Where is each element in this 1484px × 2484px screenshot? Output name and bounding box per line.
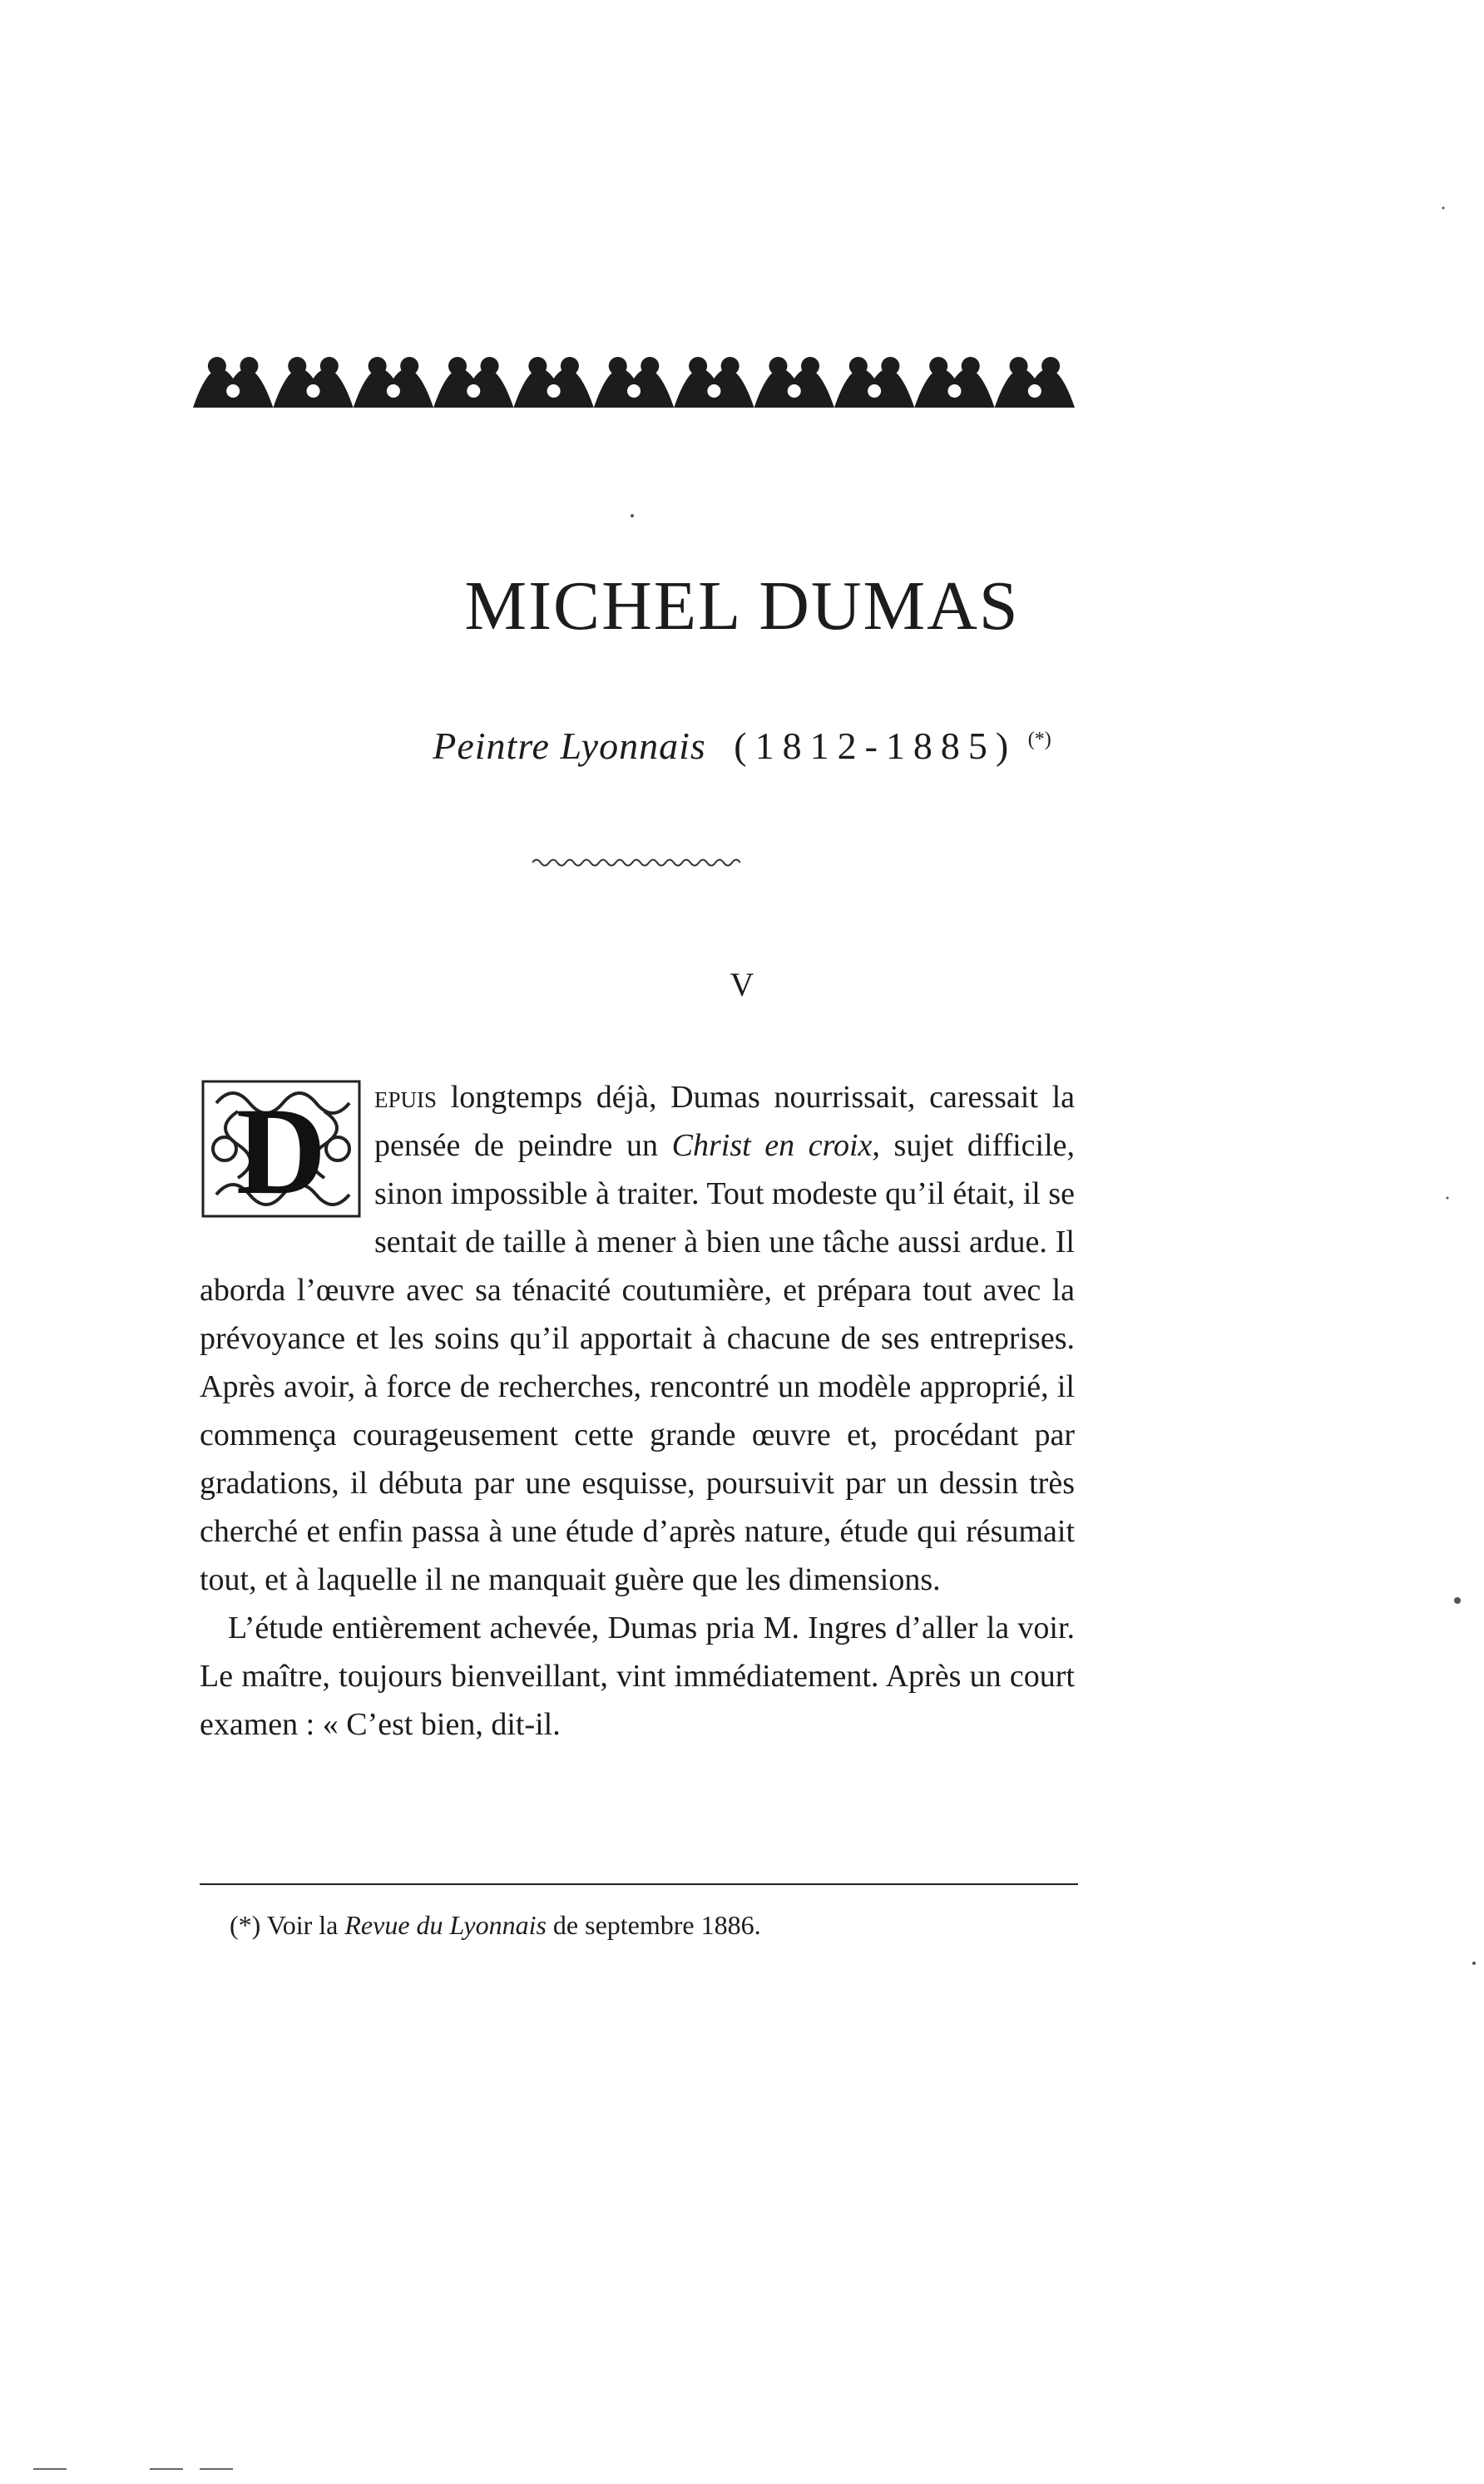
- footnote-text-b: de septembre 1886.: [546, 1910, 761, 1940]
- page-subtitle: [0, 724, 1484, 768]
- fleuron-ornament-band: [193, 341, 1075, 416]
- footnote: [230, 1910, 761, 1941]
- wavy-divider: [532, 857, 740, 868]
- subtitle-italic: Peintre Lyonnais: [433, 725, 706, 767]
- fleuron-motif: [834, 357, 914, 408]
- subtitle-dates: (1812-1885): [734, 725, 1017, 767]
- fleuron-motif: [354, 357, 433, 408]
- footnote-italic: Revue du Lyonnais: [344, 1910, 547, 1940]
- paragraph-1: [200, 1073, 1075, 1604]
- fleuron-motif: [513, 357, 593, 408]
- footnote-text-a: Voir la: [260, 1910, 345, 1940]
- svg-text:D: D: [235, 1082, 327, 1220]
- paragraph-2: L’étude entièrement achevée, Dumas pria M. Ingres d’aller la voir. Le maître, toujours bienveillant, vint immédiatement. Après un court examen : « C’est bien, dit-il.: [200, 1611, 1075, 1742]
- fleuron-motif: [995, 357, 1075, 408]
- fleuron-motif: [754, 357, 834, 408]
- fleuron-motif: [433, 357, 513, 408]
- decorated-initial-d: [200, 1078, 363, 1220]
- fleuron-motif: [193, 357, 273, 408]
- first-word-smallcaps: epuis: [374, 1080, 438, 1115]
- fleuron-motif: [273, 357, 353, 408]
- footnote-rule: [200, 1883, 1078, 1885]
- fleuron-motif: [674, 357, 754, 408]
- body-text: [200, 1073, 1075, 1749]
- fleuron-motif: [914, 357, 994, 408]
- page-title: MICHEL DUMAS: [464, 567, 1020, 645]
- footnote-mark: (*): [230, 1910, 261, 1940]
- subtitle-footnote-ref: (*): [1027, 728, 1051, 750]
- section-number: V: [730, 966, 754, 1003]
- paragraph-1-text-b: sujet difficile, sinon impossible à traiter. Tout modeste qu’il était, il se sentait de taille à mener à bien une tâche aussi ardue. Il aborda l’œuvre avec sa ténacité coutumière, et prépara tout avec la prévoyance et les soins qu’il apportait à chacune de ses entreprises. Après avoir, à force de recherches, rencontré un modèle approprié, il commença courageusement cette grande œuvre et, procédant par gradations, il débuta par une esquisse, poursuivit par un dessin très cherché et enfin passa à une étude d’après nature, étude qui résumait tout, et à laquelle il ne manquait guère que les dimensions.: [200, 1128, 1076, 1597]
- paragraph-1-text-a: longtemps déjà, Dumas nourrissait, caressait la pensée de peindre un: [374, 1080, 1075, 1163]
- paragraph-1-italic: Christ en croix,: [671, 1128, 880, 1163]
- fleuron-motif: [594, 357, 674, 408]
